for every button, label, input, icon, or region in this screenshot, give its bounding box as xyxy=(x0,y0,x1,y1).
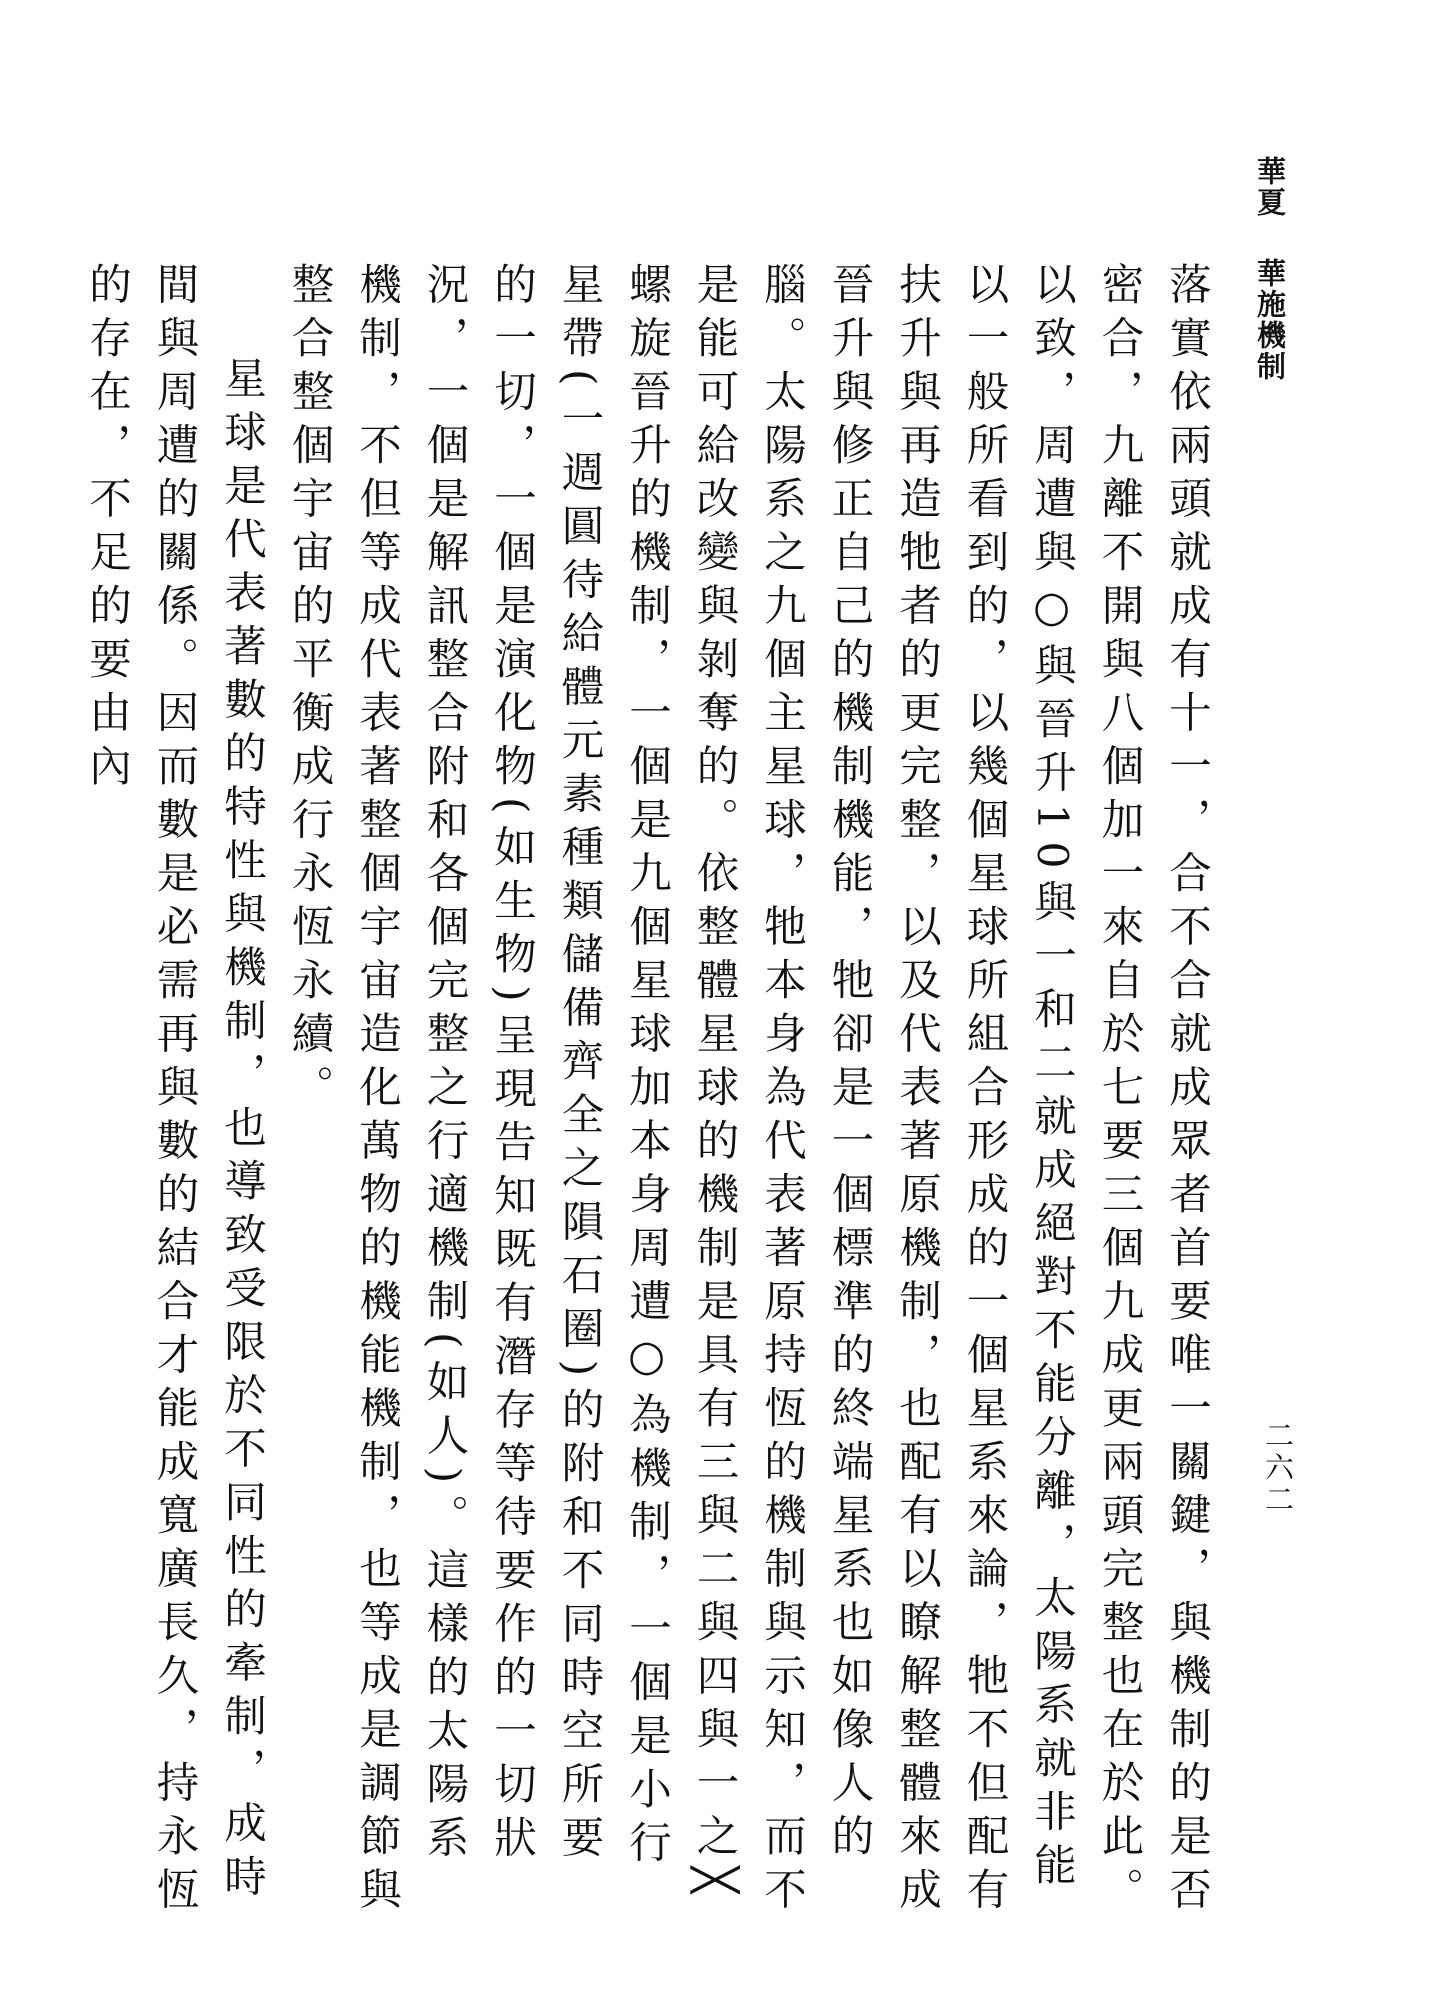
page-number: 二六二 xyxy=(1261,1420,1295,1516)
paragraph: 星球是代表著數的特性與機制，也導致受限於不同性的牽制，成時間與周遭的關係。因而數是必需再與數的結合才能成寬廣長久，持永恆的存在，不足的要由內 xyxy=(82,262,266,1921)
book-title: 華夏 xyxy=(1253,156,1287,218)
running-header xyxy=(1252,156,1288,382)
paragraph: 落實依兩頭就成有十一，合不合就成眾者首要唯一關鍵，與機制的是否密合，九離不開與八個加一來自於七要三個九成更兩頭完整也在於此。以致，周遭與○與晉升10與一和二就成絕對不能分離，太陽系就非能以一般所看到的，以幾個星球所組合形成的一個星系來論，牠不但配有扶升與再造牠者的更完整，以及代表著原機制，也配有以瞭解整體來成晉升與修正自己的機制機能，牠卻是一個標準的終端星系也如像人的腦。太陽系之九個主星球，牠本身為代表著原持恆的機制與示知，而不是能可給改變與剝奪的。依整體星球的機制是具有三與二與四與一之╳螺旋晉升的機制，一個是九個星球加本身周遭○為機制，一個是小行星帶(一週圓待給體元素種類儲備齊全之隕石圈)的附和不同時空所要的一切，一個是演化物(如生物)呈現告知既有潛存等待要作的一切狀況，一個是解訊整合附和各個完整之行適機制(如人)。這樣的太陽系機制，不但等成代表著整個宇宙造化萬物的機能機制，也等成是調節與整合整個宇宙的平衡成行永恆永續。 xyxy=(284,262,1211,1921)
chapter-title: 華施機制 xyxy=(1253,258,1287,382)
body-text xyxy=(73,262,1221,1922)
